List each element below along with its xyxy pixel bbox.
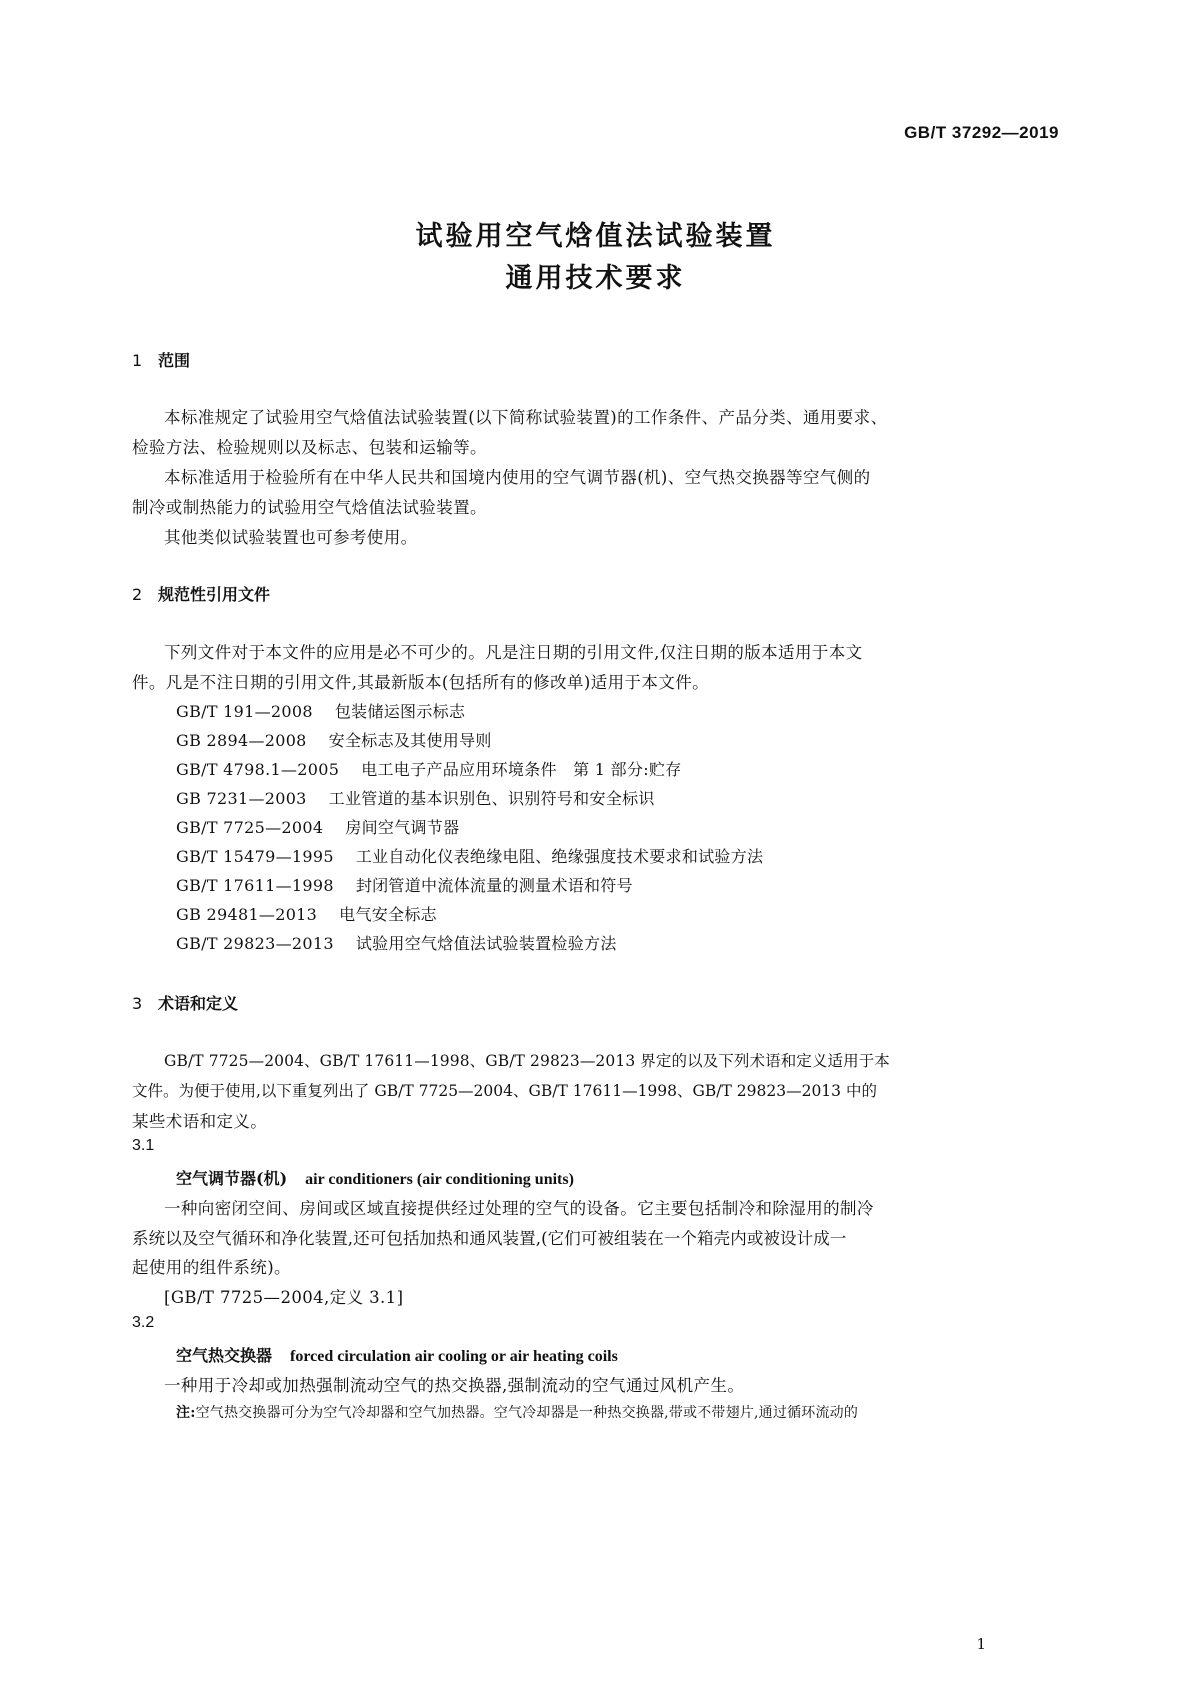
reference-item [176,728,492,751]
note-text: 空气热交换器可分为空气冷却器和空气加热器。空气冷却器是一种热交换器,带或不带翅片,通过循环流动的 [195,1405,859,1421]
reference-code: GB/T 15479—1995 [176,847,334,866]
section-number: 1 [132,351,143,370]
term-english: forced circulation air cooling or air heating coils [290,1348,618,1365]
term-chinese: 空气热交换器 [176,1346,273,1365]
term-3-1-definition-line-3: 起使用的组件系统)。 [132,1258,291,1277]
section-title: 范围 [158,351,191,370]
reference-code: GB/T 7725—2004 [176,818,324,837]
reference-title: 安全标志及其使用导则 [328,731,492,750]
s1-paragraph-2-line-1: 本标准适用于检验所有在中华人民共和国境内使用的空气调节器(机)、空气热交换器等空气侧的 [164,468,871,487]
document-number: GB/T 37292—2019 [904,123,1059,142]
reference-title: 电气安全标志 [339,905,437,924]
section-title: 规范性引用文件 [158,585,271,604]
reference-item [176,873,633,896]
term-3-1-definition-line-1: 一种向密闭空间、房间或区域直接提供经过处理的空气的设备。它主要包括制冷和除湿用的制冷 [164,1199,874,1218]
section-2-heading [132,582,270,605]
reference-title: 工业自动化仪表绝缘电阻、绝缘强度技术要求和试验方法 [355,847,764,866]
term-3-1-definition-line-2: 系统以及空气循环和净化装置,还可包括加热和通风装置,(它们可被组装在一个箱壳内或被设计成一 [132,1229,847,1248]
term-chinese: 空气调节器(机) [176,1169,288,1188]
reference-code: GB/T 191—2008 [176,702,313,721]
reference-item [176,815,459,838]
s3-intro-line-2: 文件。为便于使用,以下重复列出了 GB/T 7725—2004、GB/T 17611—1998、GB/T 29823—2013 中的 [132,1082,877,1100]
reference-title: 包装储运图示标志 [334,702,466,721]
reference-code: GB/T 4798.1—2005 [176,760,340,779]
title-line-2: 通用技术要求 [505,263,686,294]
reference-title: 工业管道的基本识别色、识别符号和安全标识 [328,789,655,808]
note-label: 注: [176,1405,196,1421]
s2-intro-line-1: 下列文件对于本文件的应用是必不可少的。凡是注日期的引用文件,仅注日期的版本适用于本文 [164,643,863,662]
section-1-heading [132,348,190,371]
reference-item [176,844,763,867]
reference-code: GB 7231—2003 [176,789,307,808]
s3-intro-line-3: 某些术语和定义。 [132,1112,268,1131]
reference-title: 封闭管道中流体流量的测量术语和符号 [355,876,633,895]
reference-code: GB 2894—2008 [176,731,307,750]
reference-code: GB 29481—2013 [176,905,318,924]
s2-intro-line-2: 件。凡是不注日期的引用文件,其最新版本(包括所有的修改单)适用于本文件。 [132,673,710,692]
term-3-1-source: [GB/T 7725—2004,定义 3.1] [164,1288,404,1307]
term-english: air conditioners (air conditioning units) [305,1171,574,1188]
section-3-heading [132,991,238,1014]
s1-paragraph-2-line-2: 制冷或制热能力的试验用空气焓值法试验装置。 [132,498,487,517]
clause-3-1-number: 3.1 [132,1137,155,1154]
reference-item [176,902,437,925]
term-3-2-definition-line-1: 一种用于冷却或加热强制流动空气的热交换器,强制流动的空气通过风机产生。 [164,1376,745,1395]
clause-3-2-number: 3.2 [132,1314,155,1331]
section-number: 2 [132,585,143,604]
reference-item [176,757,682,780]
note [176,1402,858,1422]
term-3-1 [176,1166,574,1189]
s3-intro-line-1: GB/T 7725—2004、GB/T 17611—1998、GB/T 29823—2013 界定的以及下列术语和定义适用于本 [164,1052,890,1070]
section-title: 术语和定义 [158,994,239,1013]
reference-item [176,931,617,954]
reference-item [176,786,655,809]
reference-item [176,699,465,722]
section-number: 3 [132,994,143,1013]
s1-paragraph-3: 其他类似试验装置也可参考使用。 [164,528,418,547]
s1-paragraph-1-line-2: 检验方法、检验规则以及标志、包装和运输等。 [132,438,487,457]
reference-title: 房间空气调节器 [345,818,460,837]
page-number: 1 [976,1635,986,1653]
term-3-2 [176,1343,618,1366]
s1-paragraph-1-line-1: 本标准规定了试验用空气焓值法试验装置(以下简称试验装置)的工作条件、产品分类、通用要求、 [164,408,888,427]
title-line-1: 试验用空气焓值法试验装置 [415,221,776,252]
reference-title: 电工电子产品应用环境条件 第 1 部分:贮存 [361,760,682,779]
reference-code: GB/T 29823—2013 [176,934,334,953]
reference-code: GB/T 17611—1998 [176,876,334,895]
reference-title: 试验用空气焓值法试验装置检验方法 [355,934,617,953]
